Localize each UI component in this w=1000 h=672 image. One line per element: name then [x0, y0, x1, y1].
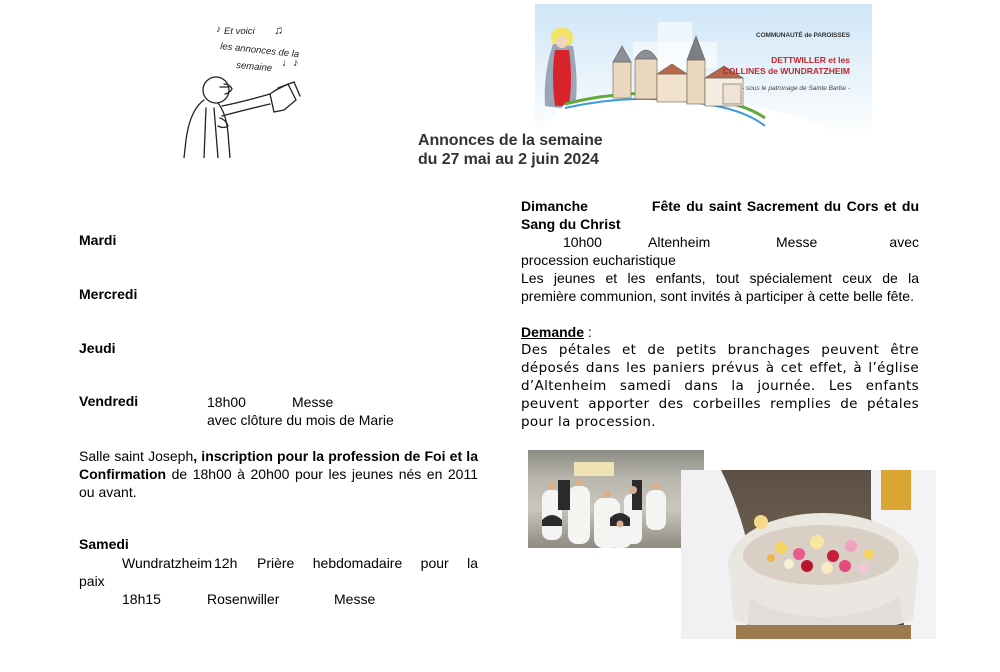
banner-line-1: COMMUNAUTÉ de PAROISSES — [755, 32, 850, 39]
banner-parish-name: DETTWILLER et les COLLINES de WUNDRATZHEIM — [722, 55, 850, 76]
day-samedi: Samedi — [79, 536, 129, 552]
vendredi-event: Messe — [292, 394, 334, 410]
parish-banner-logo — [535, 4, 872, 136]
procession-photo — [528, 450, 704, 548]
music-note-icon: ♪ — [216, 24, 221, 35]
speech-line-1: Et voici — [224, 26, 255, 37]
day-mercredi: Mercredi — [79, 286, 138, 302]
samedi-entry-2-event: Messe — [334, 591, 376, 607]
dimanche-mass: 10h00 Altenheim Messe avec — [563, 234, 919, 250]
music-note-icon: ♩♪ — [282, 57, 299, 69]
vendredi-note: avec clôture du mois de Marie — [207, 412, 394, 428]
day-jeudi: Jeudi — [79, 340, 116, 356]
demande-text: Des pétales et de petits branchages peuvent être déposés dans les paniers prévus à cet effet, à l’église d’Altenheim samedi dans la journée. Les enfants peuvent apporter des corbeilles remplies de pétales pour la procession. — [521, 342, 919, 430]
dimanche-section: Dimanche Fête du saint Sacrement du Cors et du Sang du Christ 10h00 Altenheim Messe avec procession eucharistique Les jeunes et les enfants, tout spécialement ceux de la première communion, sont invités à participer à cette belle fête. Demande : Des pétales et de petits branchages peuvent être déposés dans les paniers prévus à cet effet, à l’église d’Altenheim samedi dans la journée. Les enfants peuvent apporter des corbeilles remplies de pétales pour la procession. — [521, 198, 919, 430]
samedi-entry-2-time: 18h15 — [122, 591, 161, 607]
speech-line-3: semaine — [235, 60, 273, 75]
samedi-entry-1-wrap: paix — [79, 573, 105, 589]
samedi-entry-1: Wundratzheim 12h Prière hebdomadaire pour la — [122, 555, 478, 571]
day-mardi: Mardi — [79, 232, 117, 248]
banner-tagline: - sous le patronage de Sainte Barbe - — [741, 85, 850, 92]
demande-heading: Demande : — [521, 324, 592, 340]
speech-line-2: les annonces de la — [219, 41, 300, 61]
priest-illustration — [178, 18, 313, 158]
dimanche-heading: Dimanche Fête du saint Sacrement du Cors et du Sang du Christ — [521, 198, 919, 232]
petal-basket-photo — [681, 470, 936, 639]
inscription-notice: Salle saint Joseph, inscription pour la profession de Foi et la Confirmation de 18h00 à 20h00 pour les jeunes nés en 2011 ou avant. — [79, 448, 478, 500]
samedi-entry-2-place: Rosenwiller — [207, 591, 280, 607]
page-title: Annonces de la semaine du 27 mai au 2 juin 2024 — [418, 132, 603, 168]
dimanche-invite: Les jeunes et les enfants, tout spécialement ceux de la première communion, sont invités à participer à cette belle fête. — [521, 270, 919, 304]
music-note-icon: ♫ — [274, 23, 283, 37]
vendredi-time: 18h00 — [207, 394, 246, 410]
day-vendredi: Vendredi — [79, 393, 139, 409]
